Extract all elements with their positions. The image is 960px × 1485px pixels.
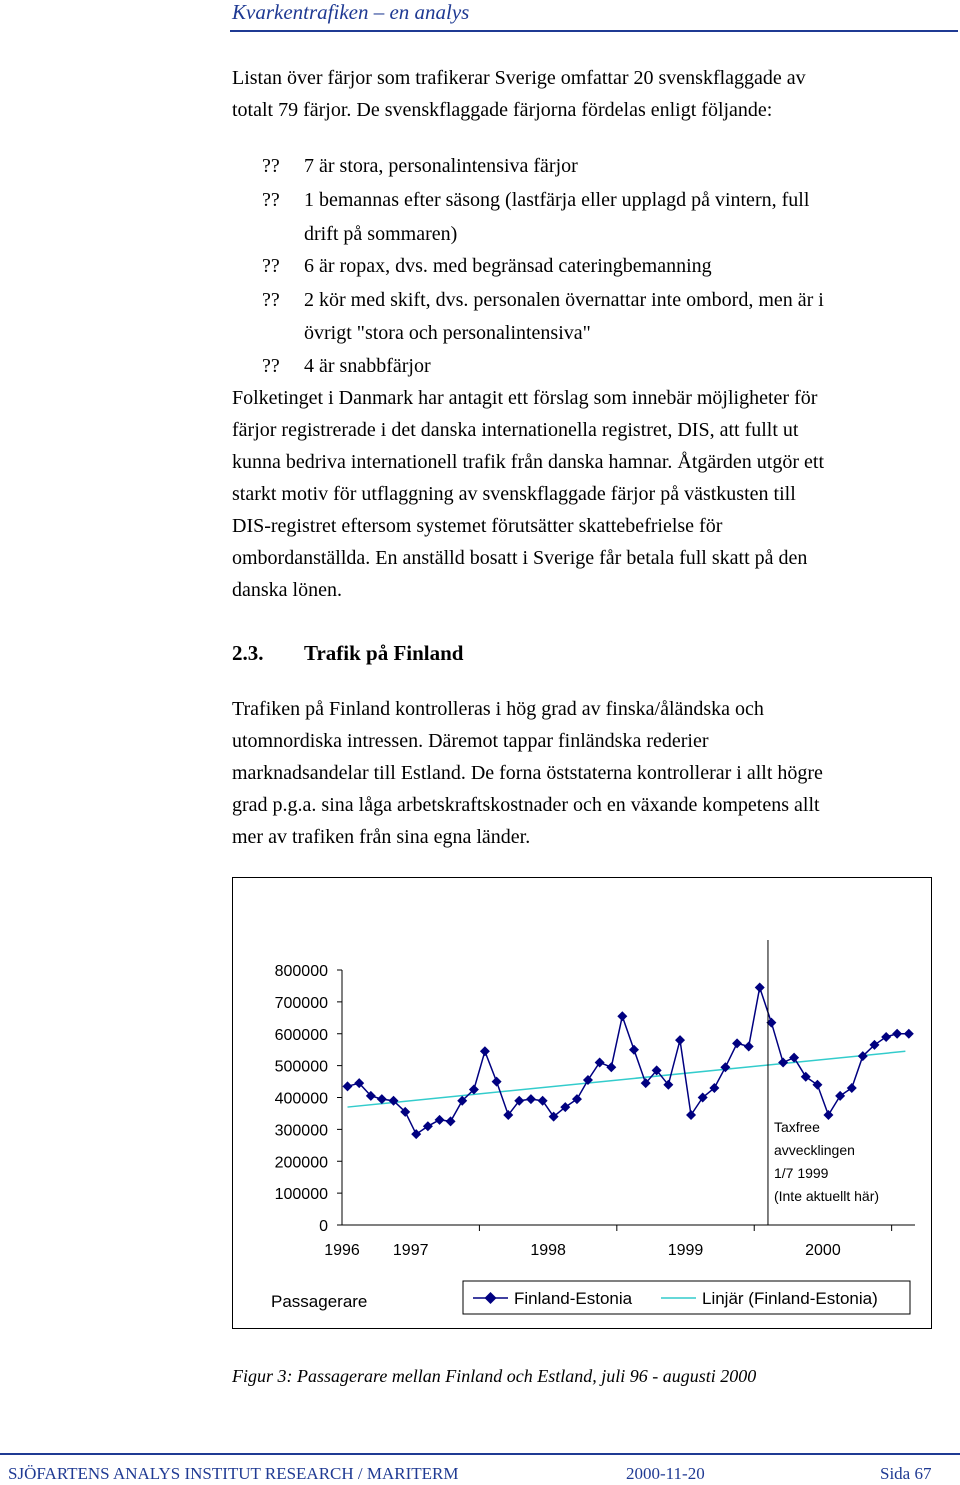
data-point bbox=[480, 1046, 490, 1056]
bullet-marker: ?? bbox=[262, 289, 280, 311]
denmark-paragraph bbox=[232, 382, 932, 606]
data-point bbox=[720, 1062, 730, 1072]
paragraph-line: grad p.g.a. sina låga arbetskraftskostnader och en växande kompetens allt bbox=[232, 794, 820, 816]
bullet-text: 7 är stora, personalintensiva färjor bbox=[304, 155, 578, 177]
header-rule bbox=[230, 30, 958, 32]
y-tick-label: 600000 bbox=[274, 1026, 328, 1044]
paragraph-line: färjor registrerade i det danska internationella registret, DIS, att fullt ut bbox=[232, 419, 799, 441]
paragraph-line: mer av trafiken från sina egna länder. bbox=[232, 826, 531, 848]
footer-rule bbox=[0, 1453, 960, 1455]
legend-label: Linjär (Finland-Estonia) bbox=[702, 1289, 878, 1308]
data-point bbox=[881, 1032, 891, 1042]
bullet-text: 6 är ropax, dvs. med begränsad cateringbemanning bbox=[304, 255, 712, 277]
data-point bbox=[778, 1057, 788, 1067]
annotation-text: 1/7 1999 bbox=[773, 1165, 829, 1181]
y-tick-label: 500000 bbox=[274, 1058, 328, 1076]
bullet-marker: ?? bbox=[262, 189, 280, 211]
data-point bbox=[538, 1096, 548, 1106]
y-tick-label: 800000 bbox=[274, 963, 328, 980]
data-point bbox=[411, 1129, 421, 1139]
paragraph-line: danska lönen. bbox=[232, 579, 342, 601]
chart-frame bbox=[232, 877, 932, 1329]
intro-line: totalt 79 färjor. De svenskflaggade färjorna fördelas enligt följande: bbox=[232, 99, 773, 121]
data-point bbox=[686, 1110, 696, 1120]
y-tick-label: 200000 bbox=[274, 1154, 328, 1172]
bullet-text: 1 bemannas efter säsong (lastfärja eller upplagd på vintern, full bbox=[304, 189, 810, 211]
data-point bbox=[595, 1057, 605, 1067]
annotation-text: (Inte aktuellt här) bbox=[773, 1188, 880, 1204]
bullet-text: 4 är snabbfärjor bbox=[304, 355, 431, 377]
paragraph-line: utomnordiska intressen. Däremot tappar finländska rederier bbox=[232, 730, 709, 752]
bullet-marker: ?? bbox=[262, 155, 280, 177]
data-point bbox=[847, 1083, 857, 1093]
data-point bbox=[675, 1035, 685, 1045]
data-point bbox=[423, 1121, 433, 1131]
data-point bbox=[823, 1110, 833, 1120]
section-heading bbox=[232, 641, 464, 666]
data-point bbox=[789, 1053, 799, 1063]
data-point bbox=[492, 1077, 502, 1087]
series-line-finland-estonia bbox=[348, 988, 909, 1135]
data-point bbox=[755, 983, 765, 993]
footer-page: Sida 67 bbox=[880, 1464, 932, 1483]
data-point bbox=[732, 1038, 742, 1048]
bullet-text: drift på sommaren) bbox=[304, 223, 458, 245]
data-point bbox=[617, 1011, 627, 1021]
data-point bbox=[526, 1094, 536, 1104]
paragraph-line: Folketinget i Danmark har antagit ett förslag som innebär möjligheter för bbox=[232, 387, 818, 409]
y-tick-label: 700000 bbox=[274, 994, 328, 1012]
data-point bbox=[904, 1029, 914, 1039]
x-tick-label: 2000 bbox=[805, 1242, 841, 1259]
footer-date: 2000-11-20 bbox=[626, 1464, 705, 1483]
data-point bbox=[801, 1072, 811, 1082]
x-tick-label: 1996 bbox=[324, 1242, 360, 1259]
y-tick-label: 300000 bbox=[274, 1122, 328, 1140]
y-tick-label: 0 bbox=[319, 1218, 328, 1235]
bullet-text: övrigt "stora och personalintensiva" bbox=[304, 322, 591, 344]
data-point bbox=[435, 1115, 445, 1125]
data-point bbox=[835, 1091, 845, 1101]
data-point bbox=[812, 1080, 822, 1090]
data-point bbox=[744, 1042, 754, 1052]
paragraph-line: marknadsandelar till Estland. De forna öststaterna kontrollerar i allt högre bbox=[232, 762, 823, 784]
x-tick-label: 1998 bbox=[530, 1242, 566, 1259]
x-tick-label: 1999 bbox=[667, 1242, 704, 1259]
running-header: Kvarkentrafiken – en analys bbox=[232, 0, 470, 24]
annotation-text: Taxfree bbox=[773, 1119, 820, 1135]
paragraph-line: DIS-registret eftersom systemet förutsätter skattebefrielse för bbox=[232, 515, 723, 537]
y-axis-label: Passagerare bbox=[271, 1292, 368, 1311]
data-point bbox=[572, 1094, 582, 1104]
data-point bbox=[606, 1062, 616, 1072]
passenger-chart bbox=[233, 878, 931, 1328]
legend bbox=[463, 1281, 910, 1314]
figure-caption: Figur 3: Passagerare mellan Finland och Estland, juli 96 - augusti 2000 bbox=[232, 1366, 757, 1386]
intro-line: Listan över färjor som trafikerar Sverige omfattar 20 svenskflaggade av bbox=[232, 67, 806, 89]
finland-paragraph bbox=[232, 693, 932, 853]
data-point bbox=[629, 1045, 639, 1055]
bullet-text: 2 kör med skift, dvs. personalen övernattar inte ombord, men är i bbox=[304, 289, 824, 311]
y-tick-label: 400000 bbox=[274, 1090, 328, 1108]
bullet-marker: ?? bbox=[262, 255, 280, 277]
intro-paragraph bbox=[232, 62, 932, 126]
data-point bbox=[446, 1116, 456, 1126]
footer-org: SJÖFARTENS ANALYS INSTITUT RESEARCH / MARITERM bbox=[8, 1464, 459, 1483]
paragraph-line: kunna bedriva internationell trafik från danska hamnar. Åtgärden utgör ett bbox=[232, 451, 825, 473]
annotation-text: avvecklingen bbox=[773, 1142, 855, 1158]
paragraph-line: starkt motiv för utflaggning av svenskflaggade färjor på västkusten till bbox=[232, 483, 796, 505]
bullet-marker: ?? bbox=[262, 355, 280, 377]
section-title: Trafik på Finland bbox=[304, 641, 464, 665]
x-tick-label: 1997 bbox=[392, 1242, 429, 1259]
y-tick-label: 100000 bbox=[274, 1186, 328, 1204]
legend-label: Finland-Estonia bbox=[514, 1289, 633, 1308]
paragraph-line: Trafiken på Finland kontrolleras i hög grad av finska/åländska och bbox=[232, 698, 764, 720]
section-number: 2.3. bbox=[232, 641, 264, 665]
paragraph-line: ombordanställda. En anställd bosatt i Sverige får betala full skatt på den bbox=[232, 547, 808, 569]
data-point bbox=[342, 1081, 352, 1091]
data-point bbox=[892, 1029, 902, 1039]
